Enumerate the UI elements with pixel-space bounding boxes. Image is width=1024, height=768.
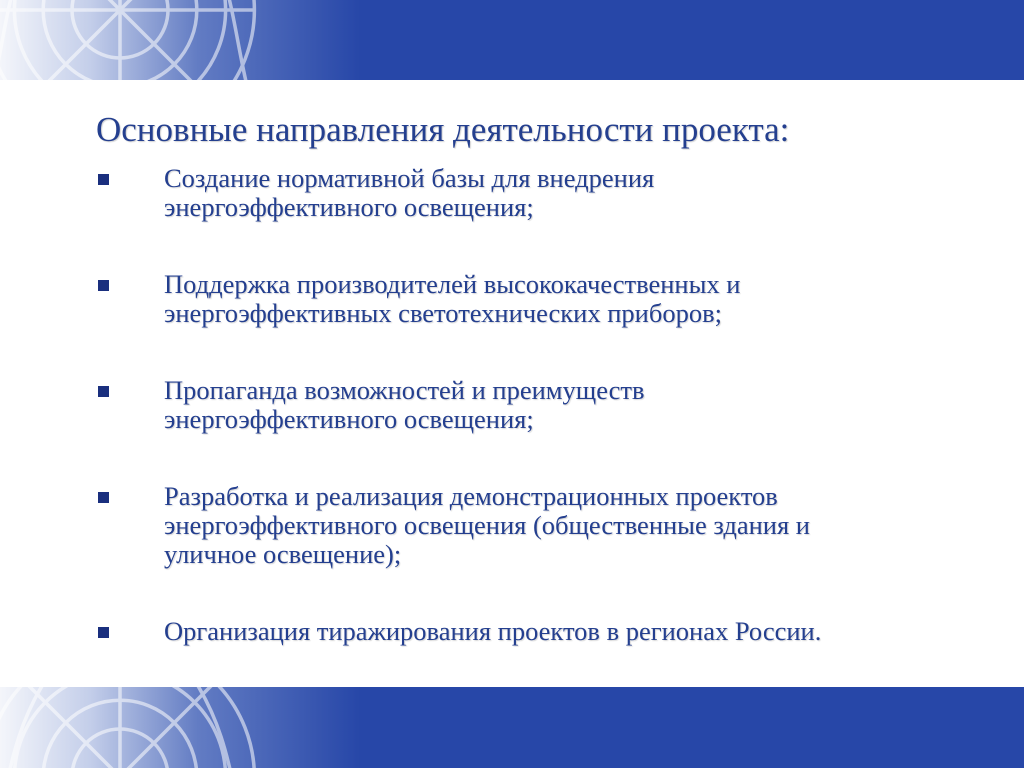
square-bullet-icon — [98, 280, 109, 291]
bullet-item — [96, 617, 956, 646]
square-bullet-icon — [98, 492, 109, 503]
bullet-line: Пропаганда возможностей и преимуществ — [164, 375, 645, 405]
slide-body — [0, 80, 1024, 687]
slide-title: Основные направления деятельности проекта: — [96, 110, 790, 149]
square-bullet-icon — [98, 627, 109, 638]
bullet-item — [96, 376, 956, 434]
un-emblem-icon — [0, 687, 280, 768]
square-bullet-icon — [98, 174, 109, 185]
bullet-line: энергоэффективного освещения; — [164, 192, 534, 222]
bottom-banner — [0, 687, 1024, 768]
bullet-line: Организация тиражирования проектов в регионах России. — [164, 616, 822, 646]
bullet-item — [96, 270, 956, 328]
bullet-line: энергоэффективных светотехнических приборов; — [164, 298, 722, 328]
un-emblem-icon — [0, 0, 280, 80]
bullet-line: энергоэффективного освещения (общественные здания и — [164, 510, 810, 540]
bullet-list — [96, 164, 956, 694]
bullet-line: энергоэффективного освещения; — [164, 404, 534, 434]
bullet-item — [96, 482, 956, 569]
bullet-line: Создание нормативной базы для внедрения — [164, 163, 655, 193]
bullet-line: Разработка и реализация демонстрационных проектов — [164, 481, 778, 511]
top-banner — [0, 0, 1024, 80]
bullet-line: уличное освещение); — [164, 539, 402, 569]
square-bullet-icon — [98, 386, 109, 397]
bullet-item — [96, 164, 956, 222]
bullet-line: Поддержка производителей высококачественных и — [164, 269, 741, 299]
